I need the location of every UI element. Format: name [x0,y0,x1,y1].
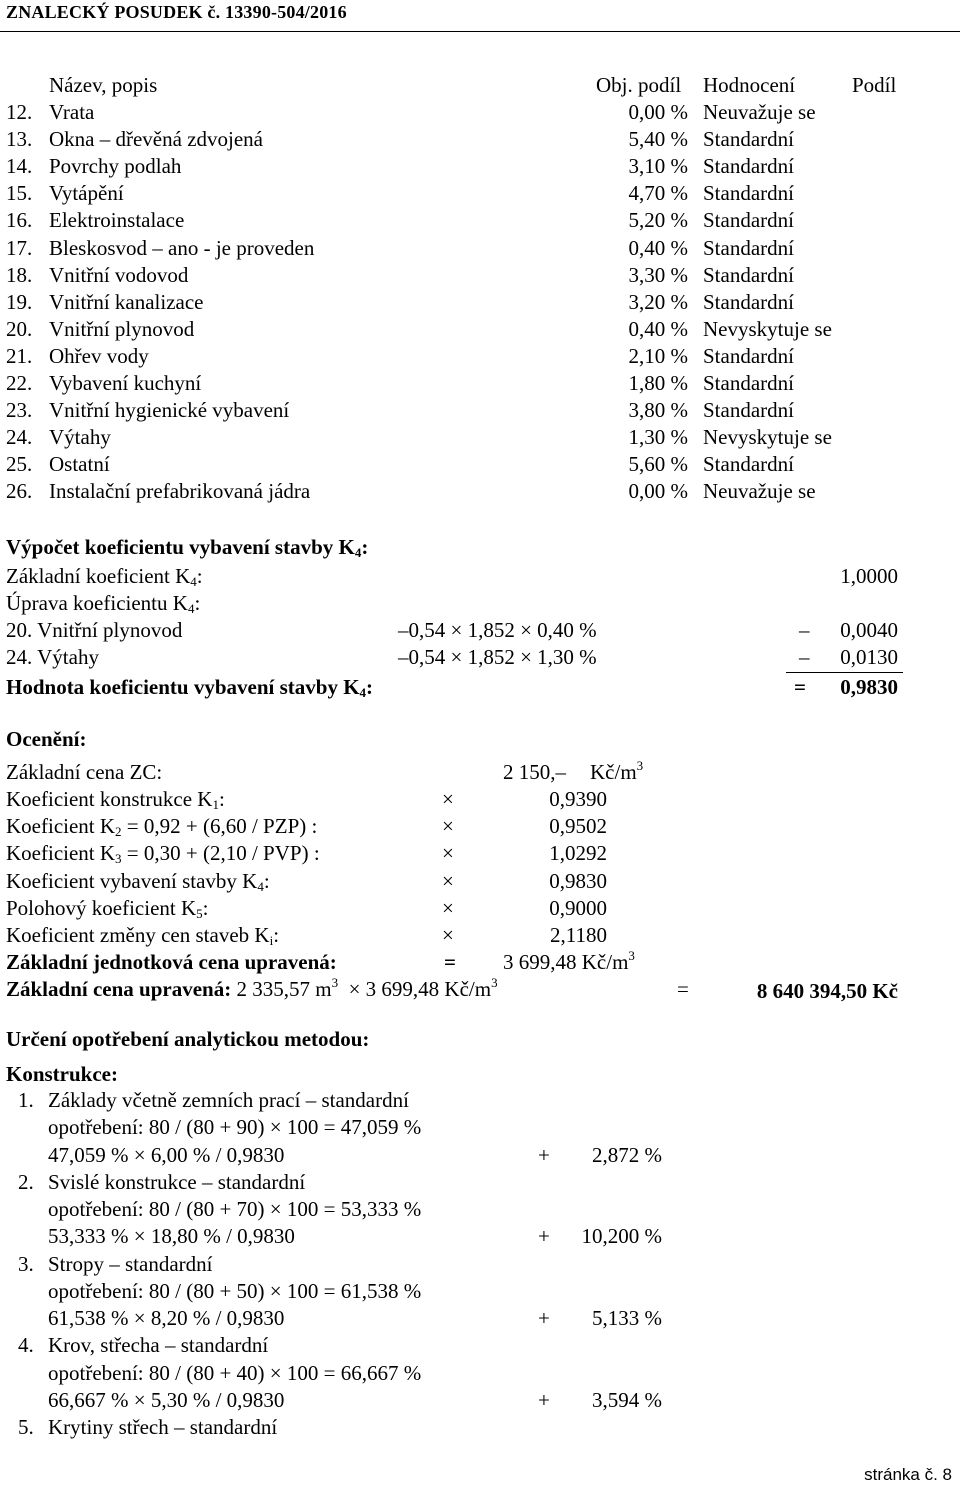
wear-item-title: Základy včetně zemních prací – standardní [48,1088,409,1112]
k4-adjust-value-1: 0,0040 [840,618,898,642]
base-price-label: Základní cena ZC: [6,760,163,784]
base-price-unit-text: Kč/m [590,760,637,784]
adjusted-price-value: 8 640 394,50 Kč [756,979,898,1003]
page-number: stránka č. 8 [864,1465,952,1484]
table-row-number: 19. [6,290,33,314]
k4-base-value: 1,0000 [840,564,898,588]
wear-item-title: Krytiny střech – standardní [48,1415,278,1439]
k4-adjust-label-colon: : [194,591,201,615]
adjusted-price-unit-price: 3 699,48 Kč/m [365,977,492,1001]
k4-result-label-sub: 4 [359,685,367,700]
wear-item-operator: + [538,1388,550,1412]
table-row-number: 13. [6,127,33,151]
k4-base-label [6,563,203,590]
table-row-share: 5,60 % [628,452,688,476]
coefficient-operator: × [442,923,454,947]
table-row-rating: Standardní [703,371,794,395]
coefficient-label-text: Polohový koeficient K [6,896,197,920]
unit-price-value [503,949,635,976]
wear-item-detail: 53,333 % × 18,80 % / 0,9830 [48,1224,295,1248]
table-row-rating: Neuvažuje se [703,479,816,503]
unit-price-op: = [444,950,456,974]
adjusted-price-unit-price-sup: 3 [491,975,498,990]
unit-price-label: Základní jednotková cena upravená: [6,950,337,974]
document-header-title: ZNALECKÝ POSUDEK č. 13390-504/2016 [6,2,347,22]
wear-item-number: 1. [18,1088,34,1112]
wear-item-calc: opotřebení: 80 / (80 + 90) × 100 = 47,059 % [48,1115,422,1139]
coefficient-label [6,922,279,949]
wear-item-calc: opotřebení: 80 / (80 + 50) × 100 = 61,538 % [48,1279,422,1303]
adjusted-price-area: 2 335,57 m [236,977,332,1001]
k4-result-label-colon: : [366,675,374,699]
table-row-rating: Nevyskytuje se [703,317,832,341]
k4-base-label-colon: : [196,564,203,588]
table-row-name: Vnitřní plynovod [49,317,195,341]
adjusted-price-line [6,976,498,1003]
adjusted-price-times: × [348,977,361,1001]
coefficient-label-text: Koeficient K [6,841,116,865]
table-row-share: 4,70 % [628,181,688,205]
wear-item-calc: opotřebení: 80 / (80 + 70) × 100 = 53,333 % [48,1197,422,1221]
table-row-number: 15. [6,181,33,205]
table-row-rating: Standardní [703,344,794,368]
wear-item-number: 5. [18,1415,34,1439]
coefficient-label [6,868,270,895]
coefficient-label-sub: i [269,933,274,948]
table-row-share: 5,20 % [628,208,688,232]
coefficient-label [6,895,208,922]
unit-price-value-text: 3 699,48 Kč/m [503,950,629,974]
wear-item-operator: + [538,1143,550,1167]
table-row-number: 17. [6,236,33,260]
coefficient-operator: × [442,896,454,920]
coefficient-label-rest: : [263,869,270,893]
table-row-number: 18. [6,263,33,287]
table-row-rating: Standardní [703,181,794,205]
k4-adjust-value-2: 0,0130 [840,645,898,669]
table-row-share: 5,40 % [628,127,688,151]
k4-base-label-sub: 4 [190,574,197,589]
table-row-share: 0,40 % [628,317,688,341]
table-row-name: Výtahy [49,425,111,449]
coefficient-label-sub: 3 [115,851,122,866]
coefficient-label-text: Koeficient K [6,814,116,838]
coefficient-label-sub: 1 [212,797,219,812]
adjusted-price-op: = [677,977,689,1001]
coefficient-label-rest: : [218,787,225,811]
table-row-number: 24. [6,425,33,449]
table-row-rating: Standardní [703,452,794,476]
table-row-number: 16. [6,208,33,232]
k4-adjust-label-text: Úprava koeficientu K [6,591,188,615]
table-row-name: Vybavení kuchyní [49,371,202,395]
k4-result-sign: = [794,675,806,699]
coefficient-label-text: Koeficient vybavení stavby K [6,869,258,893]
table-row-name: Bleskosvod – ano - je proveden [49,236,315,260]
wear-item-number: 3. [18,1252,34,1276]
table-row-name: Okna – dřevěná zdvojená [49,127,263,151]
coefficient-operator: × [442,787,454,811]
k4-adjust-label-sub: 4 [187,601,195,616]
table-row-number: 20. [6,317,33,341]
coefficient-label-sub: 2 [115,824,122,839]
coefficient-label [6,786,225,813]
wear-item-result: 3,594 % [592,1388,662,1412]
wear-item-number: 2. [18,1170,34,1194]
coefficient-label-rest: : [202,896,209,920]
table-row-number: 26. [6,479,33,503]
wear-item-result: 10,200 % [581,1224,662,1248]
header-divider [0,31,960,32]
base-price-unit-sup: 3 [636,758,644,773]
coefficient-operator: × [442,814,454,838]
table-row-rating: Neuvažuje se [703,100,816,124]
wear-item-detail: 61,538 % × 8,20 % / 0,9830 [48,1306,285,1330]
wear-item-operator: + [538,1306,550,1330]
k4-result-value: 0,9830 [840,675,898,699]
table-row-rating: Standardní [703,236,794,260]
table-row-share: 0,00 % [628,479,688,503]
coefficient-operator: × [442,841,454,865]
coefficient-label [6,813,317,840]
table-row-rating: Standardní [703,398,794,422]
table-row-rating: Standardní [703,208,794,232]
col-header-rating: Hodnocení [703,73,796,97]
table-row-rating: Standardní [703,154,794,178]
table-row-name: Elektroinstalace [49,208,185,232]
col-header-part: Podíl [852,73,897,97]
k4-adjust-label [6,590,200,617]
coefficient-label-rest: : [273,923,280,947]
coefficient-value: 0,9000 [549,896,607,920]
k4-sum-rule [786,672,903,673]
table-row-share: 3,30 % [628,263,688,287]
table-row-name: Povrchy podlah [49,154,182,178]
table-row-number: 21. [6,344,33,368]
table-row-name: Vnitřní kanalizace [49,290,204,314]
k4-adjust-label-1: 20. Vnitřní plynovod [6,618,183,642]
k4-heading-sub: 4 [354,545,362,560]
table-row-number: 25. [6,452,33,476]
table-row-share: 1,30 % [628,425,688,449]
coefficient-value: 1,0292 [549,841,607,865]
table-row-share: 2,10 % [628,344,688,368]
coefficient-value: 0,9390 [549,787,607,811]
base-price-value: 2 150,– [503,760,566,784]
table-row-share: 0,40 % [628,236,688,260]
coefficient-value: 0,9830 [549,869,607,893]
valuation-heading: Ocenění: [6,727,87,751]
coefficient-operator: × [442,869,454,893]
coefficient-value: 2,1180 [550,923,607,947]
wear-item-title: Stropy – standardní [48,1252,213,1276]
wear-item-calc: opotřebení: 80 / (80 + 40) × 100 = 66,667 % [48,1361,422,1385]
table-row-name: Vytápění [49,181,124,205]
wear-item-number: 4. [18,1333,34,1357]
k4-heading-colon: : [361,535,369,559]
k4-adjust-label-2: 24. Výtahy [6,645,99,669]
adjusted-price-area-sup: 3 [331,975,339,990]
wear-item-title: Krov, střecha – standardní [48,1333,269,1357]
table-row-number: 23. [6,398,33,422]
wear-item-result: 2,872 % [592,1143,662,1167]
table-row-share: 1,80 % [628,371,688,395]
table-row-share: 3,20 % [628,290,688,314]
coefficient-label-sub: 4 [257,879,264,894]
table-row-share: 3,80 % [628,398,688,422]
coefficient-label-sub: 5 [196,906,203,921]
coefficient-label-text: Koeficient konstrukce K [6,787,213,811]
table-row-share: 0,00 % [628,100,688,124]
k4-heading [6,534,368,561]
k4-heading-text: Výpočet koeficientu vybavení stavby K [6,535,355,559]
table-row-name: Vnitřní vodovod [49,263,189,287]
k4-adjust-sign-1: – [799,618,810,642]
table-row-rating: Nevyskytuje se [703,425,832,449]
table-row-number: 22. [6,371,33,395]
wear-item-detail: 47,059 % × 6,00 % / 0,9830 [48,1143,285,1167]
unit-price-value-sup: 3 [628,948,635,963]
table-row-share: 3,10 % [628,154,688,178]
coefficient-value: 0,9502 [549,814,607,838]
wear-item-operator: + [538,1224,550,1248]
table-row-name: Vnitřní hygienické vybavení [49,398,290,422]
adjusted-price-label: Základní cena upravená: [6,977,232,1001]
k4-adjust-sign-2: – [799,645,810,669]
k4-base-label-text: Základní koeficient K [6,564,191,588]
wear-item-title: Svislé konstrukce – standardní [48,1170,306,1194]
wear-subheading: Konstrukce: [6,1062,118,1086]
table-row-name: Vrata [49,100,95,124]
table-row-number: 12. [6,100,33,124]
col-header-name: Název, popis [49,73,158,97]
coefficient-label-text: Koeficient změny cen staveb K [6,923,270,947]
coefficient-label-rest: = 0,92 + (6,60 / PZP) : [121,814,318,838]
coefficient-label [6,840,320,867]
k4-result-label [6,674,373,701]
k4-result-label-text: Hodnota koeficientu vybavení stavby K [6,675,360,699]
base-price-unit [590,759,643,786]
wear-heading: Určení opotřebení analytickou metodou: [6,1027,370,1051]
table-row-rating: Standardní [703,290,794,314]
table-row-name: Ostatní [49,452,110,476]
k4-adjust-formula-1: –0,54 × 1,852 × 0,40 % [398,618,597,642]
table-row-number: 14. [6,154,33,178]
coefficient-label-rest: = 0,30 + (2,10 / PVP) : [121,841,320,865]
wear-item-detail: 66,667 % × 5,30 % / 0,9830 [48,1388,285,1412]
table-row-name: Instalační prefabrikovaná jádra [49,479,311,503]
col-header-share: Obj. podíl [596,73,682,97]
k4-adjust-formula-2: –0,54 × 1,852 × 1,30 % [398,645,597,669]
table-row-rating: Standardní [703,263,794,287]
table-row-rating: Standardní [703,127,794,151]
wear-item-result: 5,133 % [592,1306,662,1330]
table-row-name: Ohřev vody [49,344,149,368]
